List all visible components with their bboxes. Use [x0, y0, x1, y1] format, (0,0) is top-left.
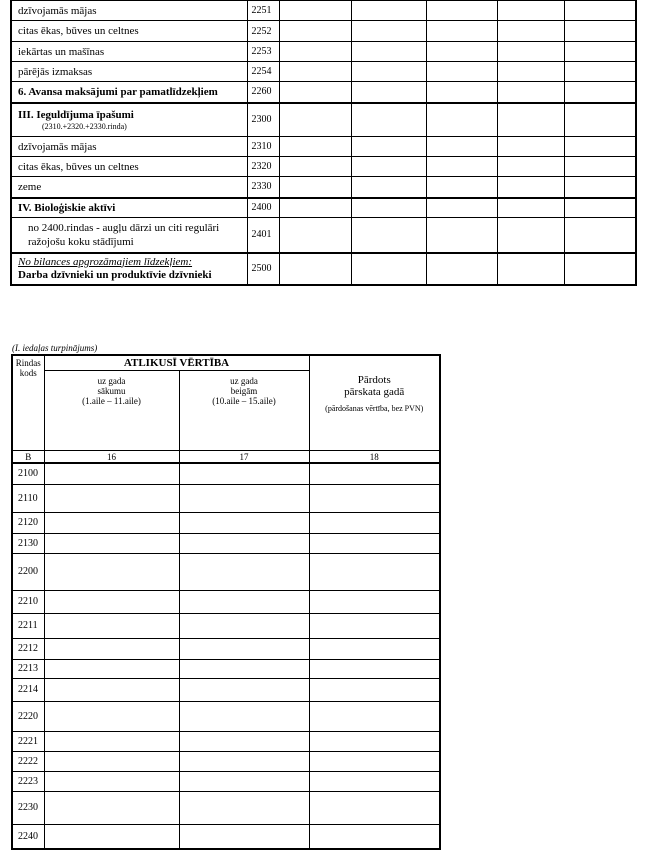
row-code: 2330	[247, 177, 279, 198]
value-cell[interactable]	[309, 484, 440, 512]
row-label: no 2400.rindas - augļu dārzi un citi regulāri ražojošu koku stādījumi	[11, 218, 247, 253]
table-row	[12, 824, 440, 849]
value-cell[interactable]	[279, 62, 351, 82]
value-cell[interactable]	[564, 157, 636, 177]
value-cell[interactable]	[44, 553, 179, 590]
row-code: 2120	[12, 512, 44, 533]
value-cell[interactable]	[279, 137, 351, 157]
value-cell[interactable]	[279, 218, 351, 253]
value-cell[interactable]	[426, 253, 497, 285]
value-cell[interactable]	[179, 613, 309, 638]
off-balance-label: Darba dzīvnieki un produktīvie dzīvnieki	[18, 268, 212, 281]
sold-header-line1: Pārdots	[357, 374, 391, 386]
row-label: zeme	[11, 177, 247, 198]
sold-header	[309, 355, 440, 451]
column-number: 16	[44, 451, 179, 464]
value-cell[interactable]	[426, 218, 497, 253]
table-row	[12, 553, 440, 590]
value-cell[interactable]	[426, 21, 497, 42]
column-number-row	[12, 451, 440, 464]
row-code: 2223	[12, 771, 44, 791]
value-cell[interactable]	[497, 137, 564, 157]
header-line: (1.aile – 11.aile)	[82, 396, 141, 406]
row-label: IV. Bioloģiskie aktīvi	[11, 198, 247, 218]
value-cell[interactable]	[309, 590, 440, 613]
value-cell[interactable]	[564, 198, 636, 218]
row-code: 2500	[247, 253, 279, 285]
value-cell[interactable]	[426, 82, 497, 103]
row-code: 2211	[12, 613, 44, 638]
value-cell[interactable]	[351, 137, 426, 157]
sold-header-note: (pārdošanas vērtība, bez PVN)	[325, 404, 424, 413]
table-row	[11, 218, 636, 253]
value-cell[interactable]	[351, 21, 426, 42]
value-cell[interactable]	[309, 731, 440, 751]
sold-header-line2: pārskata gadā	[344, 386, 405, 398]
row-code: 2320	[247, 157, 279, 177]
value-cell[interactable]	[179, 659, 309, 678]
table-row	[11, 82, 636, 103]
row-code: 2300	[247, 103, 279, 137]
value-cell[interactable]	[426, 177, 497, 198]
row-code: 2400	[247, 198, 279, 218]
table-row	[11, 177, 636, 198]
off-balance-heading: No bilances apgrozāmajiem līdzekļiem:	[18, 255, 193, 268]
row-code: 2213	[12, 659, 44, 678]
table-row	[11, 253, 636, 285]
section-formula: (2310.+2320.+2330.rinda)	[42, 121, 127, 131]
row-label: pārējās izmaksas	[11, 62, 247, 82]
header-line: beigām	[230, 386, 258, 396]
header-line: uz gada	[97, 376, 126, 386]
value-cell[interactable]	[351, 1, 426, 21]
value-cell[interactable]	[351, 82, 426, 103]
value-cell[interactable]	[309, 751, 440, 771]
row-code: 2260	[247, 82, 279, 103]
table-row	[12, 751, 440, 771]
value-cell[interactable]	[179, 590, 309, 613]
value-cell[interactable]	[179, 512, 309, 533]
value-cell[interactable]	[351, 253, 426, 285]
value-cell[interactable]	[179, 701, 309, 731]
value-cell[interactable]	[497, 21, 564, 42]
value-cell[interactable]	[309, 659, 440, 678]
row-code: 2220	[12, 701, 44, 731]
value-cell[interactable]	[279, 157, 351, 177]
row-label: iekārtas un mašīnas	[11, 42, 247, 62]
value-cell[interactable]	[44, 590, 179, 613]
table-row	[12, 463, 440, 484]
value-cell[interactable]	[351, 62, 426, 82]
value-cell[interactable]	[309, 553, 440, 590]
value-cell[interactable]	[351, 218, 426, 253]
header-row	[12, 355, 440, 371]
value-cell[interactable]	[426, 198, 497, 218]
table-row	[11, 137, 636, 157]
value-cell[interactable]	[309, 791, 440, 824]
table-row	[12, 638, 440, 659]
value-cell[interactable]	[179, 638, 309, 659]
table-row	[12, 701, 440, 731]
row-code: 2110	[12, 484, 44, 512]
value-cell[interactable]	[179, 553, 309, 590]
value-cell[interactable]	[497, 42, 564, 62]
row-code: 2230	[12, 791, 44, 824]
value-cell[interactable]	[279, 21, 351, 42]
header-line: uz gada	[230, 376, 258, 386]
header-line: sākumu	[97, 386, 126, 396]
value-cell[interactable]	[44, 533, 179, 553]
year-end-header	[179, 371, 309, 451]
row-code: 2210	[12, 590, 44, 613]
header-line: (10.aile – 15.aile)	[212, 396, 276, 406]
table-row	[11, 1, 636, 21]
value-cell[interactable]	[179, 791, 309, 824]
value-cell[interactable]	[179, 731, 309, 751]
table-row	[12, 731, 440, 751]
value-cell[interactable]	[564, 82, 636, 103]
row-code: 2253	[247, 42, 279, 62]
value-cell[interactable]	[497, 82, 564, 103]
value-cell[interactable]	[426, 1, 497, 21]
value-cell[interactable]	[351, 198, 426, 218]
row-code: 2222	[12, 751, 44, 771]
column-number: 17	[179, 451, 309, 464]
value-cell[interactable]	[497, 1, 564, 21]
value-cell[interactable]	[44, 824, 179, 849]
value-cell[interactable]	[44, 512, 179, 533]
table-row	[12, 484, 440, 512]
value-cell[interactable]	[179, 771, 309, 791]
value-cell[interactable]	[426, 137, 497, 157]
table-row	[11, 103, 636, 137]
row-code: 2254	[247, 62, 279, 82]
value-cell[interactable]	[44, 731, 179, 751]
value-cell[interactable]	[497, 62, 564, 82]
table-row	[12, 613, 440, 638]
value-cell[interactable]	[497, 103, 564, 137]
value-cell[interactable]	[497, 198, 564, 218]
value-cell[interactable]	[44, 484, 179, 512]
value-cell[interactable]	[426, 157, 497, 177]
value-cell[interactable]	[497, 218, 564, 253]
row-label: citas ēkas, būves un celtnes	[11, 21, 247, 42]
value-cell[interactable]	[279, 82, 351, 103]
value-cell[interactable]	[309, 824, 440, 849]
value-cell[interactable]	[44, 638, 179, 659]
value-cell[interactable]	[279, 103, 351, 137]
value-cell[interactable]	[351, 157, 426, 177]
value-cell[interactable]	[309, 533, 440, 553]
table-row	[11, 21, 636, 42]
value-cell[interactable]	[564, 62, 636, 82]
value-cell[interactable]	[497, 157, 564, 177]
value-cell[interactable]	[279, 177, 351, 198]
year-start-header	[44, 371, 179, 451]
value-cell[interactable]	[179, 533, 309, 553]
row-code-header: Rindas kods	[12, 355, 44, 451]
row-label: 6. Avansa maksājumi par pamatlīdzekļiem	[11, 82, 247, 103]
value-cell[interactable]	[309, 771, 440, 791]
row-code: 2130	[12, 533, 44, 553]
residual-value-table	[11, 354, 441, 850]
value-cell[interactable]	[309, 613, 440, 638]
value-cell[interactable]	[279, 1, 351, 21]
row-code: 2251	[247, 1, 279, 21]
row-code: 2310	[247, 137, 279, 157]
value-cell[interactable]	[351, 177, 426, 198]
value-cell[interactable]	[179, 824, 309, 849]
table-row	[11, 42, 636, 62]
value-cell[interactable]	[44, 463, 179, 484]
table-row	[12, 533, 440, 553]
table-row	[12, 590, 440, 613]
value-cell[interactable]	[426, 62, 497, 82]
value-cell[interactable]	[351, 42, 426, 62]
value-cell[interactable]	[44, 771, 179, 791]
value-cell[interactable]	[564, 42, 636, 62]
value-cell[interactable]	[309, 463, 440, 484]
column-number: B	[12, 451, 44, 464]
value-cell[interactable]	[179, 484, 309, 512]
value-cell[interactable]	[564, 137, 636, 157]
value-cell[interactable]	[179, 678, 309, 701]
value-cell[interactable]	[564, 1, 636, 21]
value-cell[interactable]	[564, 177, 636, 198]
row-code: 2200	[12, 553, 44, 590]
value-cell[interactable]	[497, 253, 564, 285]
table-row	[12, 678, 440, 701]
value-cell[interactable]	[309, 512, 440, 533]
row-label	[11, 253, 247, 285]
value-cell[interactable]	[279, 42, 351, 62]
table-row	[12, 771, 440, 791]
value-cell[interactable]	[309, 678, 440, 701]
value-cell[interactable]	[279, 198, 351, 218]
residual-value-header: ATLIKUSĪ VĒRTĪBA	[44, 355, 309, 371]
value-cell[interactable]	[564, 103, 636, 137]
value-cell[interactable]	[564, 218, 636, 253]
value-cell[interactable]	[44, 701, 179, 731]
row-label: dzīvojamās mājas	[11, 137, 247, 157]
row-code: 2401	[247, 218, 279, 253]
table-row	[12, 512, 440, 533]
table-row	[12, 659, 440, 678]
table-row	[12, 791, 440, 824]
value-cell[interactable]	[426, 42, 497, 62]
row-code: 2214	[12, 678, 44, 701]
value-cell[interactable]	[44, 751, 179, 771]
value-cell[interactable]	[44, 678, 179, 701]
value-cell[interactable]	[44, 659, 179, 678]
table-row	[11, 62, 636, 82]
value-cell[interactable]	[497, 177, 564, 198]
row-label	[11, 103, 247, 137]
value-cell[interactable]	[426, 103, 497, 137]
row-label: dzīvojamās mājas	[11, 1, 247, 21]
value-cell[interactable]	[351, 103, 426, 137]
continuation-note: (I. iedaļas turpinājums)	[12, 343, 98, 353]
value-cell[interactable]	[564, 253, 636, 285]
value-cell[interactable]	[44, 613, 179, 638]
column-number: 18	[309, 451, 440, 464]
row-code: 2252	[247, 21, 279, 42]
row-label: citas ēkas, būves un celtnes	[11, 157, 247, 177]
table-row	[11, 198, 636, 218]
table-row	[11, 157, 636, 177]
value-cell[interactable]	[44, 791, 179, 824]
value-cell[interactable]	[309, 638, 440, 659]
assets-table-continued	[10, 0, 637, 286]
section-title: III. Ieguldījuma īpašumi	[18, 108, 134, 121]
value-cell[interactable]	[279, 253, 351, 285]
row-code: 2221	[12, 731, 44, 751]
value-cell[interactable]	[309, 701, 440, 731]
value-cell[interactable]	[564, 21, 636, 42]
row-code: 2100	[12, 463, 44, 484]
row-code: 2212	[12, 638, 44, 659]
row-code: 2240	[12, 824, 44, 849]
value-cell[interactable]	[179, 463, 309, 484]
value-cell[interactable]	[179, 751, 309, 771]
